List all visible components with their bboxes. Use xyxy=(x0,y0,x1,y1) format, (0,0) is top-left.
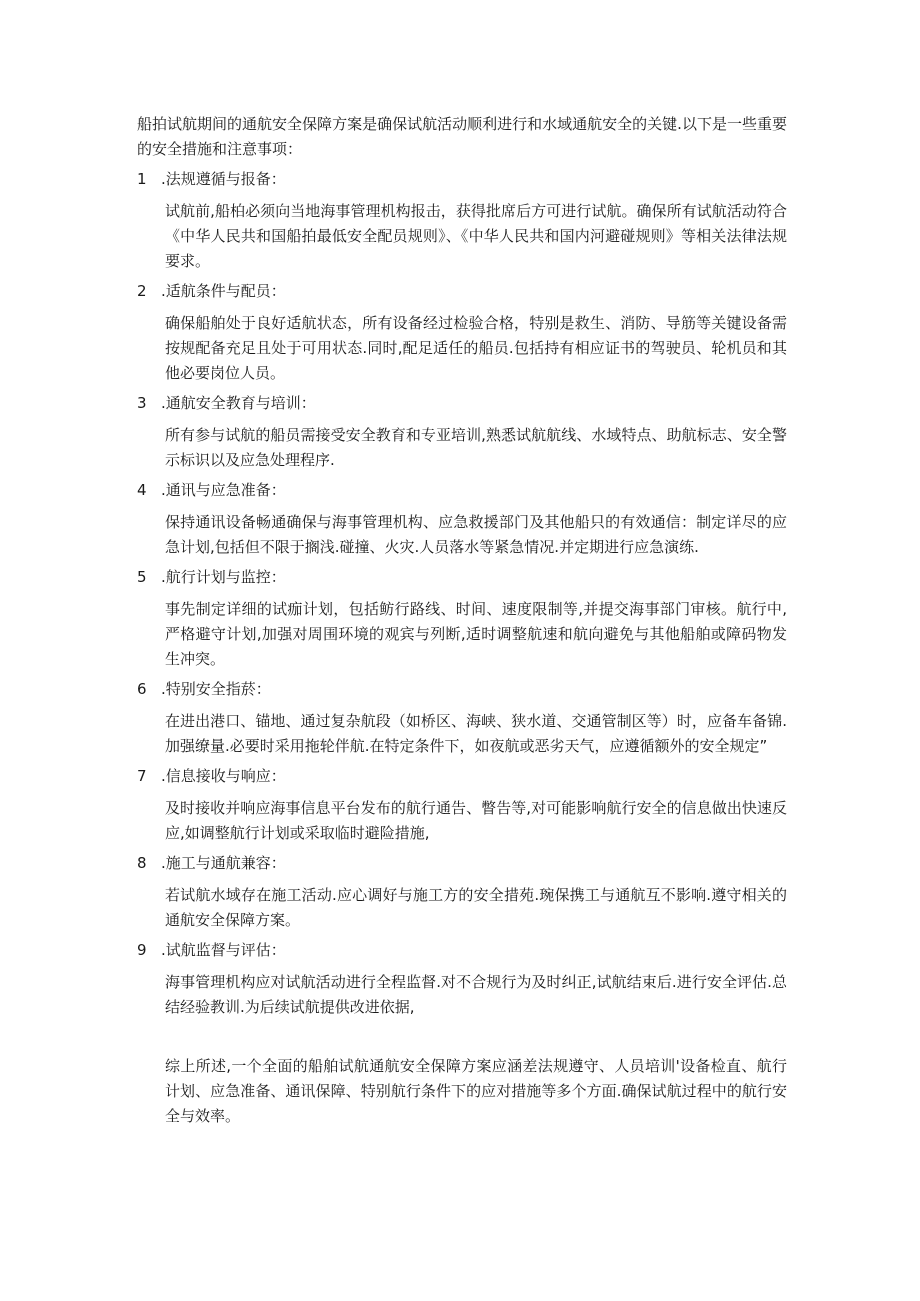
section-body: 试航前,船柏必须向当地海事管理机构报击，获得批席后方可进行试航。确保所有试航活动符合《中华人民共和国船拍最低安全配员规则》、《中华人民共和国内河避碰规则》等相关法律法规要求。 xyxy=(165,202,787,270)
section-title: .试航监督与评估： xyxy=(161,941,286,959)
section-title: .信息接收与响应： xyxy=(161,767,286,785)
section-heading xyxy=(137,391,787,416)
section-body: 若试航水域存在施工活动.应心调好与施工方的安全措苑.琬保携工与通航互不影响.遵守相关的通航安全保障方案。 xyxy=(165,886,787,929)
conclusion-paragraph: 综上所述,一个全面的船舶试航通航安全保障方案应涵差法规遵守、人员培训'设备检直、航行计划、应急准备、通讯保障、特别航行条件下的应对措施等多个方面.确保试航过程中的航行安全与效率。 xyxy=(165,1057,787,1125)
section-heading xyxy=(137,938,787,963)
section-body: 及时接收并响应海事信息平台发布的航行通告、瞥告等,对可能影响航行安全的信息做出快速反应,如调整航行计划或采取临时避险措施, xyxy=(165,799,787,842)
section-body: 所有参与试航的船员需接受安全教育和专亚培训,熟悉试航航线、水域特点、助航标志、安全警示标识以及应急处理程序. xyxy=(165,426,787,469)
section-heading xyxy=(137,565,787,590)
section-heading xyxy=(137,167,787,192)
section-title: .施工与通航兼容： xyxy=(161,854,286,872)
section-heading xyxy=(137,478,787,503)
section-title: .通讯与应急准备： xyxy=(161,481,286,499)
section-number: 2 xyxy=(137,282,147,300)
section-heading xyxy=(137,764,787,789)
section-title: .法规遵循与报备： xyxy=(161,170,286,188)
section-number: 6 xyxy=(137,680,147,698)
section-heading xyxy=(137,851,787,876)
section-number: 5 xyxy=(137,568,147,586)
section-number: 8 xyxy=(137,854,147,872)
section-number: 9 xyxy=(137,941,147,959)
section-heading xyxy=(137,279,787,304)
section-body: 事先制定详细的试痂计划，包括鲂行路线、时间、速度限制等,并提交海事部门审核。航行中,严格避守计划,加强对周围环境的观宾与列断,适时调整航速和航向避免与其他船舶或障码物发生冲突。 xyxy=(165,600,787,668)
section-title: .航行计划与监控： xyxy=(161,568,286,586)
section-number: 1 xyxy=(137,170,147,188)
section-body: 在进出港口、锚地、通过复杂航段（如桥区、海峡、狭水道、交通管制区等）时，应备车备锦.加强缭量.必要时采用拖轮伴航.在特定条件下，如夜航或恶劣天气，应遵循额外的安全规定” xyxy=(165,712,787,755)
section-number: 4 xyxy=(137,481,147,499)
intro-paragraph: 船拍试航期间的通航安全保障方案是确保试航活动顺利进行和水域通航安全的关键.以下是一些重要的安全措施和注意事项： xyxy=(137,115,787,158)
section-title: .通航安全教育与培训： xyxy=(161,394,316,412)
section-number: 3 xyxy=(137,394,147,412)
section-body: 海事管理机构应对试航活动进行全程监督.对不合规行为及时纠正,试航结束后.进行安全评估.总结经验教训.为后续试航提供改进依据, xyxy=(165,973,787,1016)
section-heading xyxy=(137,677,787,702)
section-title: .特别安全指菸： xyxy=(161,680,271,698)
section-title: .适航条件与配员： xyxy=(161,282,286,300)
section-body: 确保船舶处于良好适航状态，所有设备经过检验合格，特别是救生、消防、导筋等关键设备需按规配备充足且处于可用状态.同时,配足适任的船员.包括持有相应证书的驾驶员、轮机员和其他必要岗位人员。 xyxy=(165,314,787,382)
section-body: 保持通讯设备畅通确保与海事管理机构、应急救援部门及其他船只的有效通信：制定详尽的应急计划,包括但不限于搁浅.碰撞、火灾.人员落水等紧急情况.并定期进行应急演练. xyxy=(165,513,787,556)
section-number: 7 xyxy=(137,767,147,785)
document-content xyxy=(137,112,787,1129)
section-list xyxy=(137,167,787,1020)
